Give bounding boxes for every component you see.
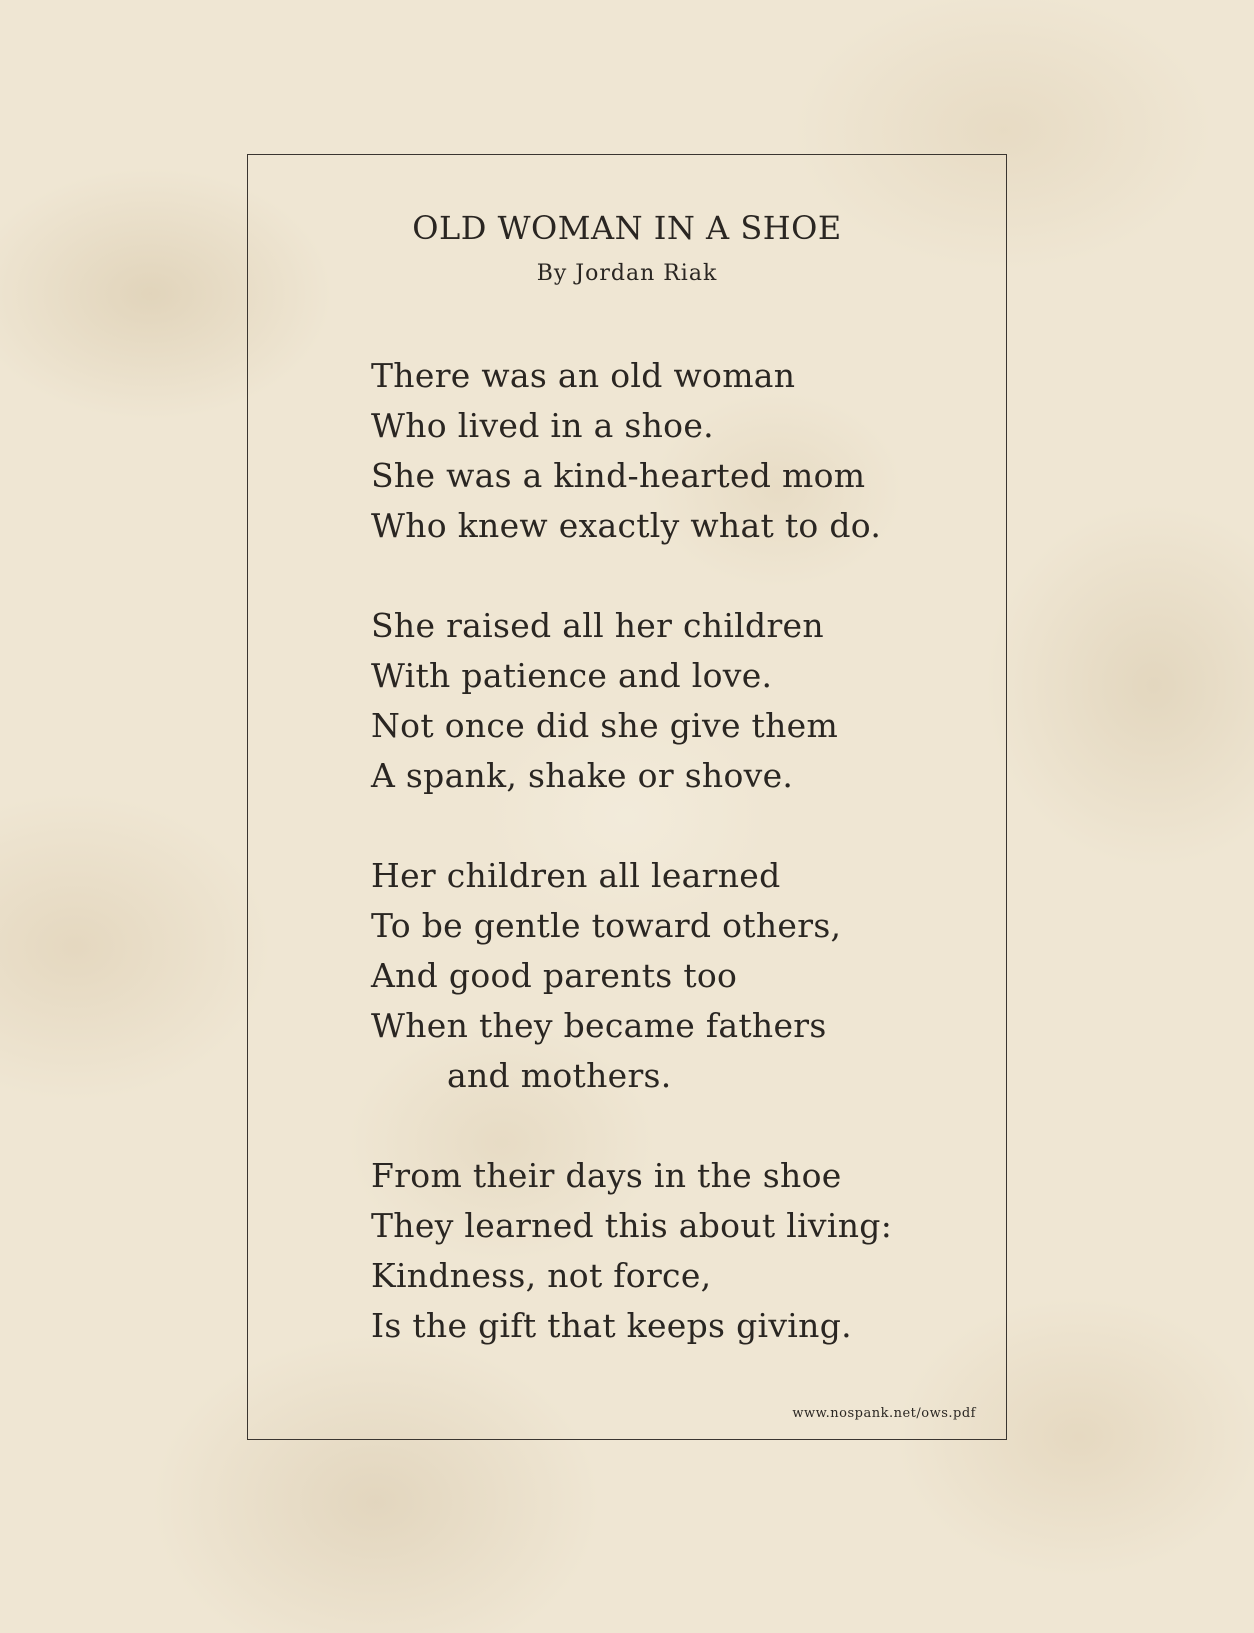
- poem-body: [371, 351, 991, 1351]
- poem-line: Her children all learned: [371, 856, 781, 895]
- poem-line: Who knew exactly what to do.: [371, 506, 882, 545]
- poem-line: And good parents too: [371, 956, 738, 995]
- poem-line: With patience and love.: [371, 656, 773, 695]
- poem-line: To be gentle toward others,: [371, 906, 842, 945]
- poem-line: Kindness, not force,: [371, 1256, 712, 1295]
- stanza-4: [371, 1151, 991, 1351]
- poem-line: From their days in the shoe: [371, 1156, 842, 1195]
- poem-line: Is the gift that keeps giving.: [371, 1306, 852, 1345]
- poem-title: OLD WOMAN IN A SHOE: [412, 209, 842, 247]
- poem-frame: [247, 154, 1007, 1440]
- poem-line: She was a kind-hearted mom: [371, 456, 866, 495]
- stanza-1: [371, 351, 991, 551]
- poem-line: When they became fathers: [371, 1006, 827, 1045]
- poem-line: They learned this about living:: [371, 1206, 893, 1245]
- poem-line-indented: and mothers.: [447, 1056, 672, 1095]
- poem-line: Who lived in a shoe.: [371, 406, 714, 445]
- stanza-3: [371, 851, 991, 1101]
- stanza-2: [371, 601, 991, 801]
- poem-author: By Jordan Riak: [536, 261, 718, 286]
- poem-line: Not once did she give them: [371, 706, 839, 745]
- footer-url: www.nospank.net/ows.pdf: [792, 1406, 976, 1421]
- poem-line: A spank, shake or shove.: [371, 756, 794, 795]
- poem-line: There was an old woman: [371, 356, 796, 395]
- poem-line: She raised all her children: [371, 606, 824, 645]
